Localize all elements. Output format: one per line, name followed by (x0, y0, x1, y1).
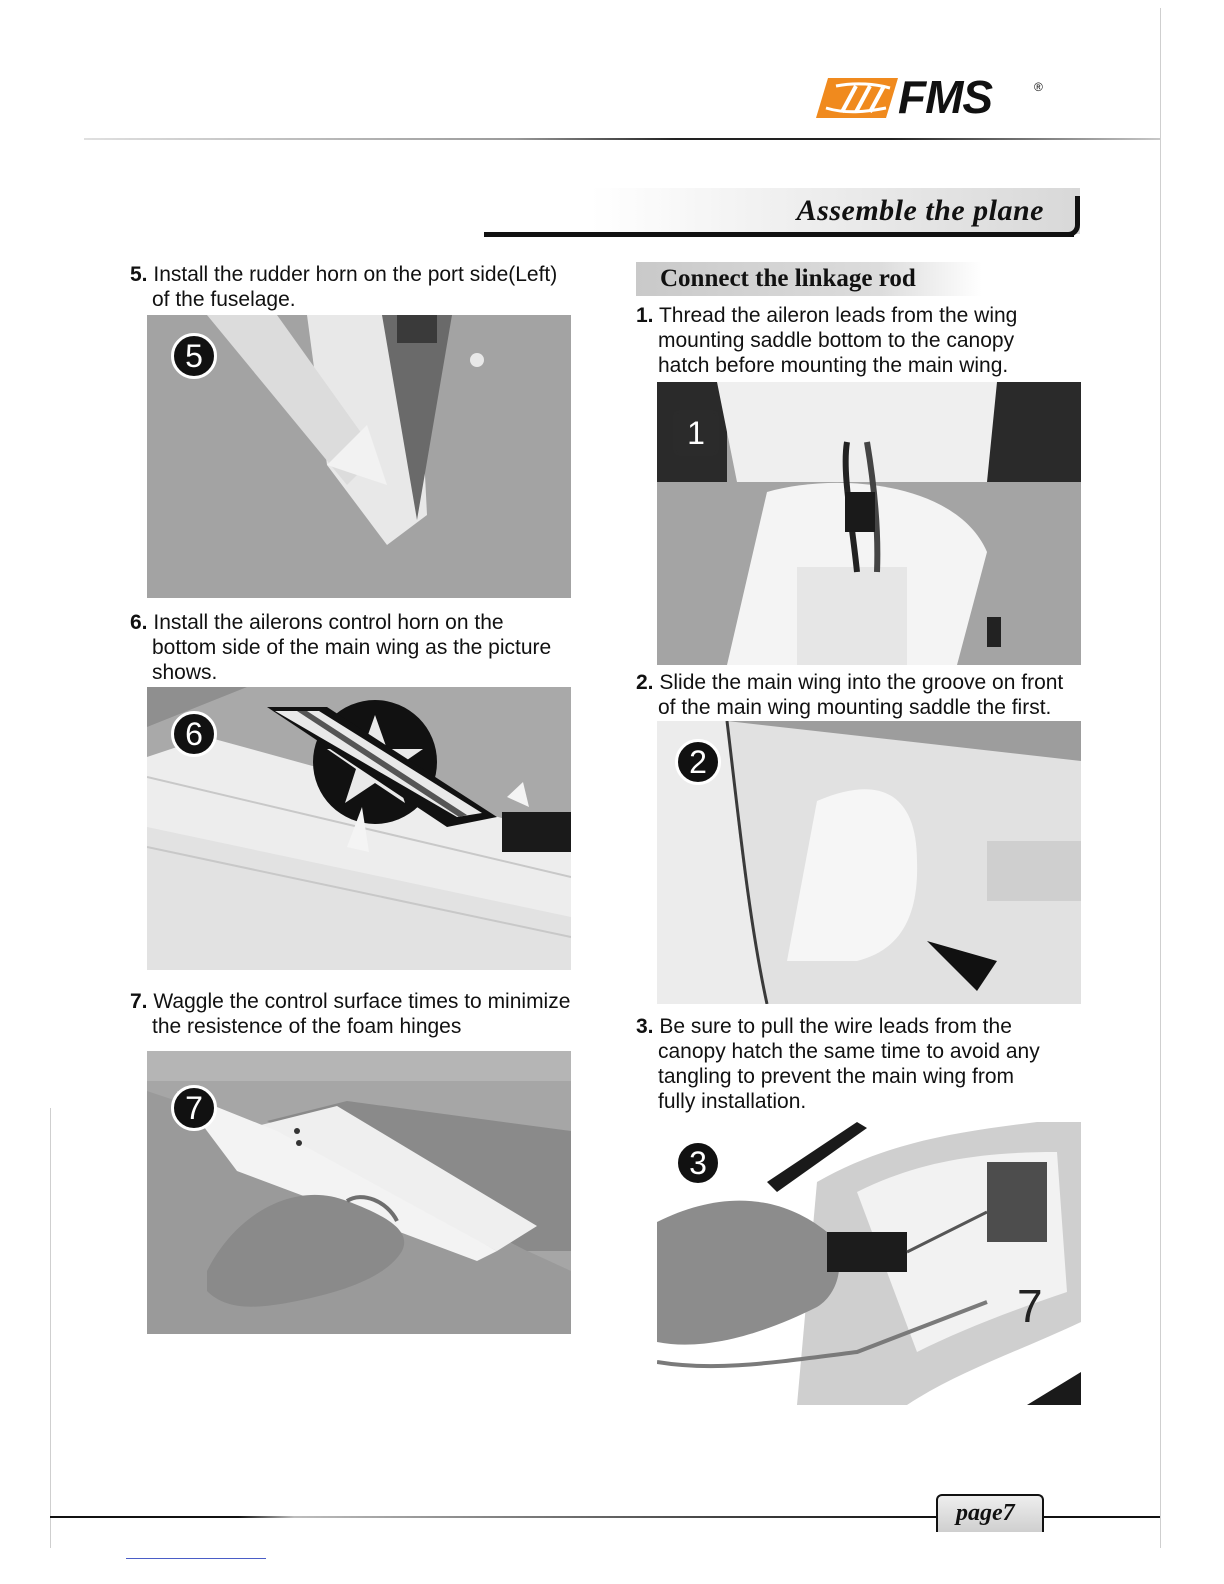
step-r1-badge: 1 (673, 410, 719, 456)
photo-step-r3-pull-wires (657, 1122, 1081, 1405)
section-banner-underline (484, 232, 1074, 237)
svg-text:7: 7 (1017, 1280, 1043, 1332)
footer-link-underline (126, 1558, 266, 1559)
section-title: Assemble the plane (796, 194, 1044, 227)
step-r3-badge: 3 (675, 1140, 721, 1186)
step-6-badge: 6 (171, 711, 217, 757)
header-rule (84, 138, 1160, 140)
step-r3-text: 3. Be sure to pull the wire leads from the canopy hatch the same time to avoid any tangling to prevent the main wing from fully installation. (636, 1015, 1040, 1113)
step-r1-text: 1. Thread the aileron leads from the wing mounting saddle bottom to the canopy hatch before mounting the main wing. (636, 304, 1018, 377)
fms-logo (816, 71, 1056, 123)
page-number: page7 (956, 1500, 1015, 1526)
section-banner-hook (1068, 196, 1080, 237)
photo-step-7-waggle-surface (147, 1051, 571, 1334)
step-7-badge: 7 (171, 1085, 217, 1131)
logo-wordmark: FMS (898, 71, 993, 123)
right-frame-line (1160, 8, 1161, 1548)
step-r2-badge: 2 (675, 739, 721, 785)
step-5-badge: 5 (171, 333, 217, 379)
step-7-text: 7. Waggle the control surface times to minimize the resistence of the foam hinges (130, 990, 571, 1038)
page-number-tab (936, 1494, 1044, 1532)
photo-step-r1-aileron-leads (657, 382, 1081, 665)
step-5-text: 5. Install the rudder horn on the port side(Left) of the fuselage. (130, 263, 558, 311)
photo-step-r2-slide-wing (657, 721, 1081, 1004)
step-r2-text: 2. Slide the main wing into the groove on front of the main wing mounting saddle the first. (636, 671, 1064, 719)
fms-wing-logo-icon (816, 78, 898, 118)
step-6-text: 6. Install the ailerons control horn on the bottom side of the main wing as the picture shows. (130, 611, 552, 684)
subheading-connect-linkage: Connect the linkage rod (636, 262, 982, 296)
left-frame-line (50, 1108, 51, 1548)
registered-mark: ® (1034, 80, 1043, 94)
photo-step-5-rudder-horn (147, 315, 571, 598)
section-banner (590, 188, 1080, 234)
photo-step-6-aileron-horn (147, 687, 571, 970)
